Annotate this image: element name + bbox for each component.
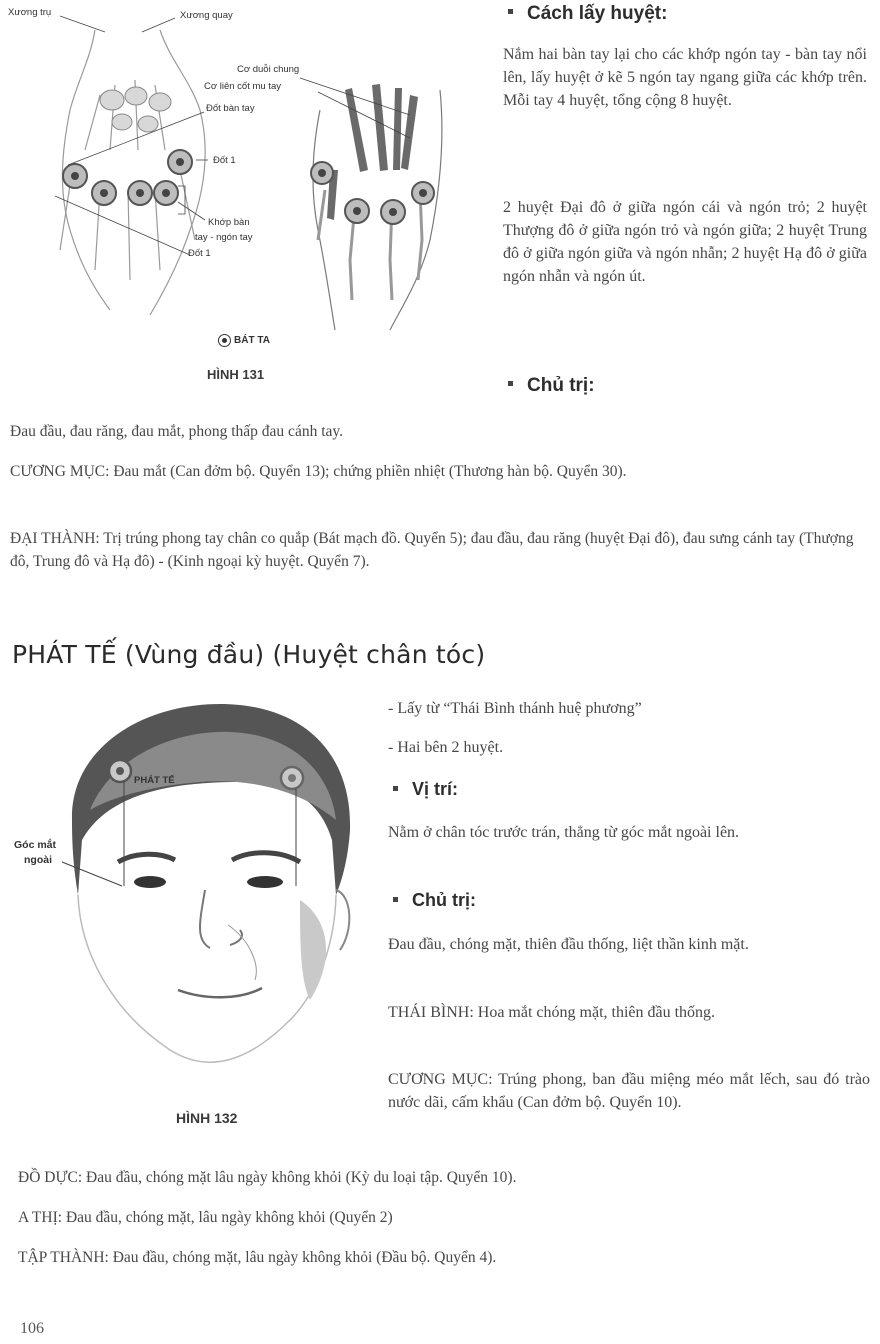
acupoint-markers-left xyxy=(63,150,192,205)
acupoint-legend-icon xyxy=(218,334,231,347)
chu-tri-2-p1: Đau đầu, chóng mặt, thiên đầu thống, liệt thần kinh mặt. xyxy=(388,936,749,953)
figure-legend xyxy=(218,334,270,347)
figure-132 xyxy=(0,690,370,1126)
bullet-icon xyxy=(393,786,398,791)
label-dot-1-a: Đốt 1 xyxy=(213,155,236,166)
hand-illustration xyxy=(0,0,470,345)
chu-tri-2-p3: CƯƠNG MỤC: Trúng phong, ban đầu miệng méo mắt lếch, sau đó trào nước dãi, cấm khẩu (Can đởm bộ. Quyển 10). xyxy=(388,1071,870,1111)
ref-a-thi: A THỊ: Đau đầu, chóng mặt, lâu ngày không khỏi (Quyển 2) xyxy=(18,1209,393,1226)
intro-line-1: - Lấy từ “Thái Bình thánh huệ phương” xyxy=(388,700,642,717)
figure-131 xyxy=(0,0,470,395)
label-co-lien-cot: Cơ liên cốt mu tay xyxy=(204,81,281,92)
cach-lay-huyet-p1: Nắm hai bàn tay lại cho các khớp ngón tay - bàn tay nổi lên, lấy huyệt ở kẽ 5 ngón tay ngang giữa các khớp trên. Mỗi tay 4 huyệt, tổng cộng 8 huyệt. xyxy=(503,46,867,109)
section-title: PHÁT TẾ (Vùng đầu) (Huyệt chân tóc) xyxy=(12,640,486,669)
cach-lay-huyet-p2: 2 huyệt Đại đô ở giữa ngón cái và ngón trỏ; 2 huyệt Thượng đô ở giữa ngón trỏ và ngón giữa; 2 huyệt Trung đô ở giữa ngón giữa và ngón nhẫn; 2 huyệt Hạ đô ở giữa ngón nhẫn và ngón út. xyxy=(503,199,867,285)
label-dot-ban-tay: Đốt bàn tay xyxy=(206,103,255,114)
figure-131-caption: HÌNH 131 xyxy=(207,367,265,382)
chu-tri-2-p2: THÁI BÌNH: Hoa mắt chóng mặt, thiên đầu thống. xyxy=(388,1004,716,1021)
legend-label: BÁT TA xyxy=(234,335,270,346)
label-ngoai: ngoài xyxy=(24,854,52,866)
label-xuong-tru: Xương trụ xyxy=(8,7,52,18)
chu-tri-1-p1: Đau đầu, đau răng, đau mắt, phong thấp đau cánh tay. xyxy=(10,423,344,440)
heading-chu-tri-1: Chủ trị: xyxy=(508,375,595,397)
heading-vi-tri: Vị trí: xyxy=(393,779,458,800)
label-tay-ngon-tay: tay - ngón tay xyxy=(195,232,253,243)
ref-tap-thanh: TẬP THÀNH: Đau đầu, chóng mặt, lâu ngày không khỏi (Đầu bộ. Quyển 4). xyxy=(18,1249,497,1266)
bullet-icon xyxy=(508,381,513,386)
ref-do-duc: ĐỒ DỰC: Đau đầu, chóng mặt lâu ngày không khỏi (Kỳ du loại tập. Quyển 10). xyxy=(18,1169,517,1186)
label-co-duoi-chung: Cơ duỗi chung xyxy=(237,64,300,75)
label-goc-mat: Góc mắt xyxy=(14,839,57,851)
chu-tri-1-p3: ĐẠI THÀNH: Trị trúng phong tay chân co quắp (Bát mạch đồ. Quyển 5); đau đầu, đau răng (huyệt Đại đô), đau sưng cánh tay (Thượng đô, Trung đô và Hạ đô) - (Kinh ngoại kỳ huyệt. Quyển 7). xyxy=(10,530,854,570)
label-dot-1-b: Đốt 1 xyxy=(188,248,211,259)
vi-tri-p1: Nằm ở chân tóc trước trán, thẳng từ góc mắt ngoài lên. xyxy=(388,824,740,841)
page-number: 106 xyxy=(20,1320,44,1337)
label-phat-te: PHÁT TẾ xyxy=(134,775,175,786)
figure-132-caption: HÌNH 132 xyxy=(176,1110,238,1126)
head-illustration xyxy=(0,690,370,1090)
chu-tri-1-p2: CƯƠNG MỤC: Đau mắt (Can đởm bộ. Quyển 13); chứng phiền nhiệt (Thương hàn bộ. Quyển 30). xyxy=(10,463,627,480)
label-khop-ban: Khớp bàn xyxy=(208,217,250,228)
bullet-icon xyxy=(508,9,513,14)
label-xuong-quay: Xương quay xyxy=(180,10,233,21)
intro-line-2: - Hai bên 2 huyệt. xyxy=(388,739,504,756)
heading-cach-lay-huyet: Cách lấy huyệt: xyxy=(508,3,667,25)
bullet-icon xyxy=(393,897,398,902)
heading-chu-tri-2: Chủ trị: xyxy=(393,890,476,911)
